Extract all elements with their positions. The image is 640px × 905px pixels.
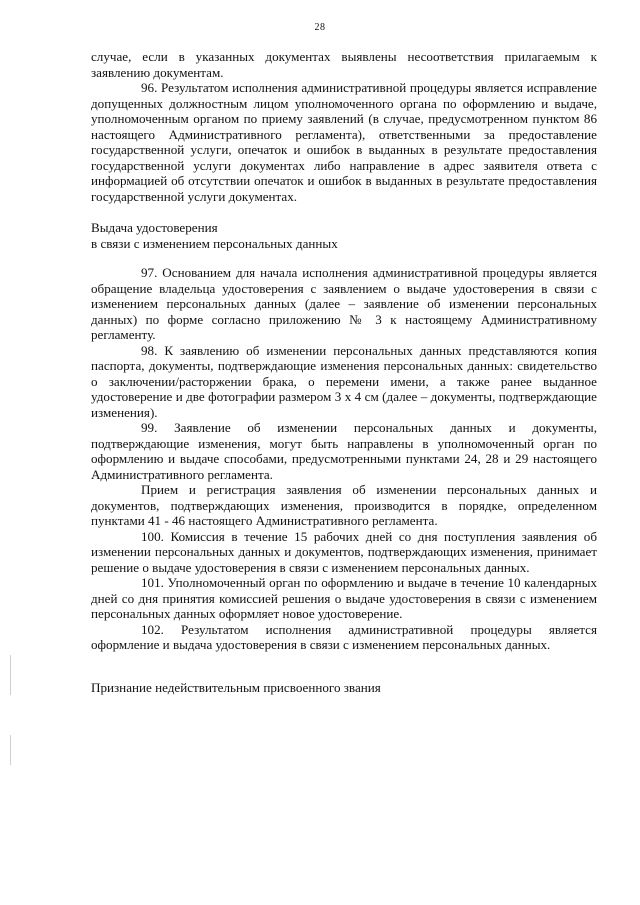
paragraph-102: 102. Результатом исполнения административной процедуры является оформление и выдача удостоверения в связи с изменением персональных данных. xyxy=(91,621,597,652)
paragraph-97: 97. Основанием для начала исполнения административной процедуры является обращение владельца удостоверения с заявлением о выдаче удостоверения в связи с изменением персональных данных (далее – заявление об изменении персональных данных) по форме согласно приложению № 3 к настоящему Административному регламенту. xyxy=(91,265,597,342)
page-number: 28 xyxy=(314,22,326,33)
spacer xyxy=(91,653,597,680)
scan-edge-mark xyxy=(10,735,11,765)
scan-edge-mark xyxy=(10,655,11,695)
paragraph-98: 98. К заявлению об изменении персональных данных представляются копия паспорта, документы, подтверждающие изменения персональных данных: свидетельство о заключении/расторжении брака, о перемени имени, а также ранее выданное удостоверение и две фотографии размером 3 х 4 см (далее – документы, подтверждающие изменения). xyxy=(91,342,597,420)
paragraph-99: 99. Заявление об изменении персональных данных и документы, подтверждающие изменения, могут быть направлены в уполномоченный орган по оформлению и выдаче способами, предусмотренными пунктами 24, 28 и 29 настоящего Административного регламента. xyxy=(91,420,597,482)
section-heading-line-1: Выдача удостоверения xyxy=(91,220,218,235)
spacer xyxy=(91,251,597,265)
paragraph-intro: случае, если в указанных документах выявлены несоответствия прилагаемым к заявлению документам. xyxy=(91,49,597,80)
paragraph-99-continued: Прием и регистрация заявления об изменении персональных данных и документов, подтверждающих изменения, производится в порядке, определенном пунктами 41 - 46 настоящего Административного регламента. xyxy=(91,482,597,528)
section-heading-next: Признание недействительным присвоенного звания xyxy=(91,679,381,695)
document-body xyxy=(91,49,597,695)
paragraph-100: 100. Комиссия в течение 15 рабочих дней со дня поступления заявления об изменении персональных данных и документов, подтверждающих изменения, принимает решение о выдаче удостоверения в связи с изменением персональных данных. xyxy=(91,528,597,575)
spacer xyxy=(91,204,597,220)
paragraph-101: 101. Уполномоченный орган по оформлению и выдаче в течение 10 календарных дней со дня принятия комиссией решения о выдаче удостоверения в связи с изменением персональных данных оформляет новое удостоверение. xyxy=(91,575,597,621)
section-heading-line-2: в связи с изменением персональных данных xyxy=(91,235,338,251)
paragraph-96: 96. Результатом исполнения административной процедуры является исправление допущенных должностным лицом уполномоченного органа по оформлению и выдаче, уполномоченным органом по приему заявлений (в случае, предусмотренном пунктом 86 настоящего Административного регламента), ответственными за предоставление государственной услуги, опечаток и ошибок в выданных в результате предоставления государственной услуги документах либо направление в адрес заявителя ответа с информацией об отсутствии опечаток и ошибок в выданных в результате предоставления государственной услуги документах. xyxy=(91,80,597,204)
